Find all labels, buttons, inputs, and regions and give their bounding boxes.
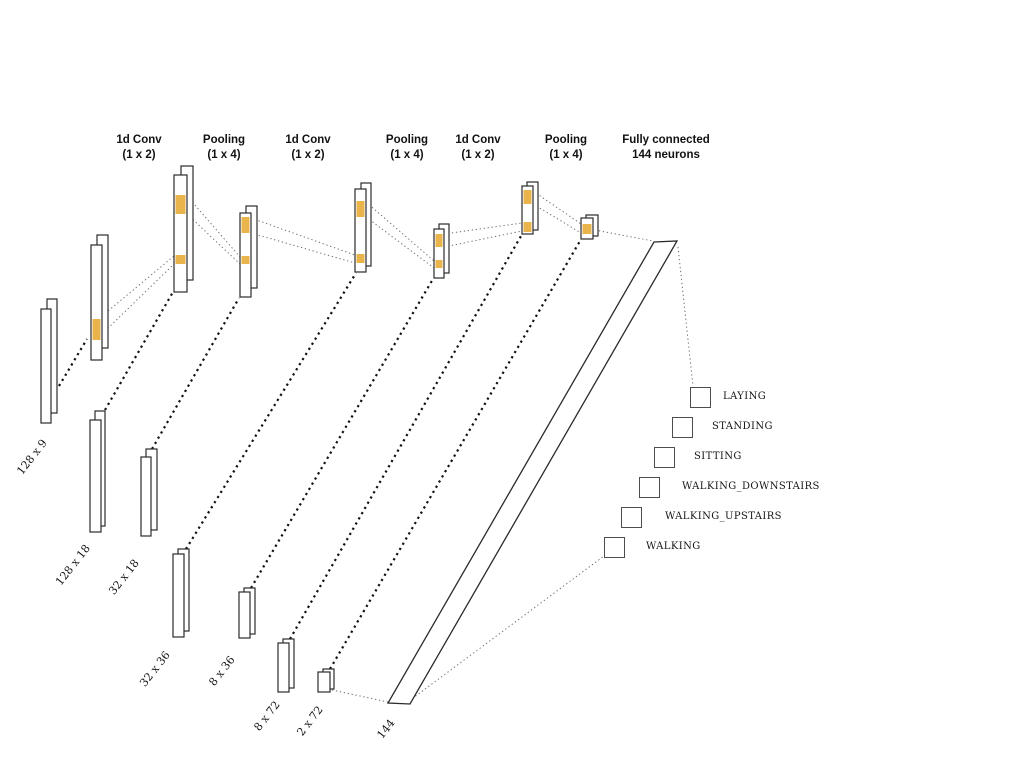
conv1-output-slice xyxy=(174,175,187,292)
fully-connected-bar xyxy=(388,241,677,704)
receptive-field-line xyxy=(366,202,434,261)
zoom-connector-line xyxy=(105,292,173,410)
output-class-label: WALKING xyxy=(646,541,701,552)
layer-8x72 xyxy=(278,643,289,692)
conv3-output-slice-highlight xyxy=(524,222,532,232)
layer-2x72 xyxy=(318,672,330,692)
header-op-size: (1 x 2) xyxy=(122,149,156,161)
header-op-name: Fully connected xyxy=(622,134,710,146)
header-op-name: 1d Conv xyxy=(285,134,331,146)
input-window-slice-highlight xyxy=(93,319,101,340)
pool2-output-slice-highlight xyxy=(436,260,443,268)
conv1-output-slice-highlight xyxy=(176,255,186,264)
layer-dim-label: 8 x 72 xyxy=(251,698,283,734)
receptive-field-line xyxy=(102,264,174,334)
layer-op-header xyxy=(386,133,428,163)
receptive-field-line xyxy=(444,223,522,234)
zoom-connector-line xyxy=(59,339,87,386)
header-op-size: (1 x 4) xyxy=(549,149,583,161)
output-class-square xyxy=(639,477,660,498)
layer-dim-label: 32 x 18 xyxy=(106,556,142,598)
output-class-label: LAYING xyxy=(723,391,767,402)
conv3-output-slice-highlight xyxy=(524,190,532,204)
header-op-size: 144 neurons xyxy=(632,149,700,161)
header-op-name: 1d Conv xyxy=(455,134,501,146)
receptive-field-line xyxy=(187,214,240,264)
layer-dim-label: 144 xyxy=(374,716,398,742)
receptive-field-line xyxy=(595,230,653,241)
pool3-output-slice-highlight xyxy=(583,224,592,234)
output-class-square xyxy=(690,387,711,408)
layer-32x36 xyxy=(173,554,184,637)
header-op-size: (1 x 2) xyxy=(291,149,325,161)
output-class-label: WALKING_UPSTAIRS xyxy=(665,511,782,522)
output-class-square xyxy=(672,417,693,438)
layer-op-header xyxy=(455,133,500,163)
layer-32x18 xyxy=(141,457,151,536)
pool2-output-slice-highlight xyxy=(436,234,443,247)
output-class-square xyxy=(621,507,642,528)
input-layer-128x9 xyxy=(41,309,51,423)
layer-op-header xyxy=(203,133,245,163)
layer-dim-label: 2 x 72 xyxy=(294,703,326,739)
receptive-field-line xyxy=(366,217,434,268)
header-op-size: (1 x 4) xyxy=(390,149,424,161)
layer-dim-label: 32 x 36 xyxy=(137,648,173,690)
layer-op-header xyxy=(545,133,587,163)
zoom-connector-line xyxy=(152,298,239,449)
input-window-slice xyxy=(91,245,102,360)
receptive-field-line xyxy=(332,690,388,702)
receptive-field-line xyxy=(678,247,693,386)
conv2-output-slice-highlight xyxy=(357,201,365,217)
conv2-output-slice-highlight xyxy=(357,254,365,263)
header-op-name: Pooling xyxy=(202,134,246,146)
receptive-field-line xyxy=(102,256,174,316)
output-class-label: STANDING xyxy=(712,421,773,432)
layer-8x36 xyxy=(239,592,250,638)
zoom-connector-line xyxy=(290,236,521,639)
layer-op-header xyxy=(116,133,161,163)
output-class-square xyxy=(604,537,625,558)
conv1-output-slice-highlight xyxy=(176,195,186,214)
layer-dim-label: 8 x 36 xyxy=(206,653,238,689)
pool1-output-slice-highlight xyxy=(242,217,250,233)
header-op-name: Pooling xyxy=(385,134,429,146)
layer-128x18 xyxy=(90,420,101,532)
header-op-size: (1 x 4) xyxy=(207,149,241,161)
receptive-field-line xyxy=(444,231,522,247)
layer-op-header xyxy=(285,133,330,163)
header-op-size: (1 x 2) xyxy=(461,149,495,161)
zoom-connector-line xyxy=(186,273,356,549)
layer-dim-label: 128 x 9 xyxy=(14,436,50,478)
header-op-name: Pooling xyxy=(544,134,588,146)
output-class-label: WALKING_DOWNSTAIRS xyxy=(682,481,820,492)
header-op-name: 1d Conv xyxy=(116,134,162,146)
receptive-field-line xyxy=(251,218,355,255)
pool1-output-slice-highlight xyxy=(242,256,250,264)
output-class-square xyxy=(654,447,675,468)
output-class-label: SITTING xyxy=(694,451,742,462)
receptive-field-line xyxy=(187,196,240,257)
layer-op-header xyxy=(622,133,710,163)
layer-dim-label: 128 x 18 xyxy=(53,542,93,588)
receptive-field-line xyxy=(251,233,355,263)
zoom-connector-line xyxy=(251,279,433,588)
